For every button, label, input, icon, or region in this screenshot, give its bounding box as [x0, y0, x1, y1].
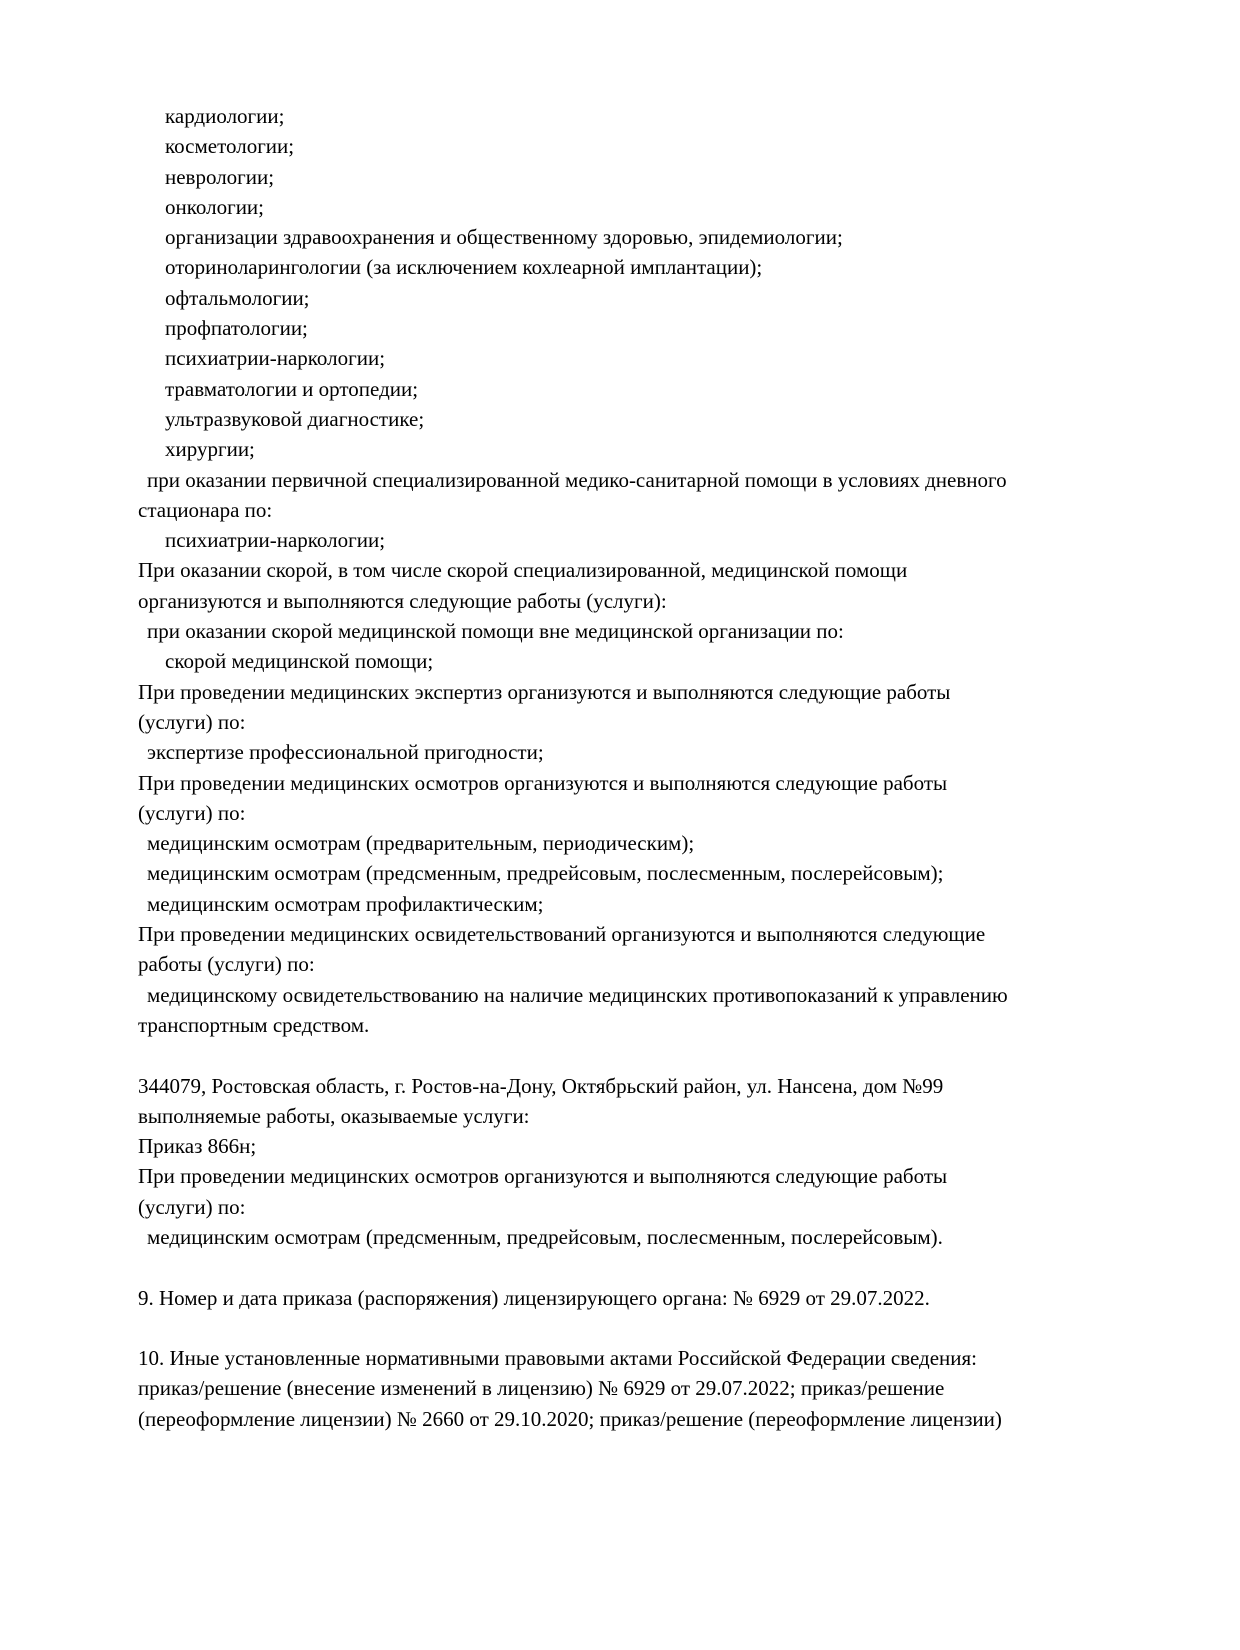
- text-line: психиатрии-наркологии;: [165, 346, 386, 371]
- text-line: выполняемые работы, оказываемые услуги:: [138, 1103, 530, 1128]
- text-line: профпатологии;: [165, 316, 308, 341]
- text-line: неврологии;: [165, 164, 275, 189]
- text-line: скорой медицинской помощи;: [165, 649, 434, 674]
- text-line: организуются и выполняются следующие работы (услуги):: [138, 588, 667, 613]
- text-line: онкологии;: [165, 194, 265, 219]
- text-line: транспортным средством.: [138, 1012, 370, 1037]
- text-line: При проведении медицинских экспертиз организуются и выполняются следующие работы: [138, 679, 951, 704]
- text-line: травматологии и ортопедии;: [165, 376, 419, 401]
- text-line: стационара по:: [138, 497, 273, 522]
- blank-line: [138, 1040, 1140, 1070]
- blank-line: [138, 1252, 1140, 1282]
- text-line: медицинскому освидетельствованию на наличие медицинских противопоказаний к управлению: [147, 982, 1008, 1007]
- text-line: При оказании скорой, в том числе скорой специализированной, медицинской помощи: [138, 558, 908, 583]
- text-line: офтальмологии;: [165, 285, 310, 310]
- text-line: косметологии;: [165, 134, 295, 159]
- text-line: медицинским осмотрам профилактическим;: [147, 891, 544, 916]
- text-line: (услуги) по:: [138, 709, 246, 734]
- text-line: Приказ 866н;: [138, 1134, 257, 1159]
- text-line: медицинским осмотрам (предсменным, предрейсовым, послесменным, послерейсовым).: [147, 1224, 943, 1249]
- text-line: кардиологии;: [165, 104, 285, 128]
- text-line: приказ/решение (внесение изменений в лицензию) № 6929 от 29.07.2022; приказ/решение: [138, 1376, 945, 1401]
- blank-line: [138, 1313, 1140, 1343]
- text-line: хирургии;: [165, 437, 255, 462]
- text-line: при оказании скорой медицинской помощи вне медицинской организации по:: [147, 619, 844, 644]
- text-line: 9. Номер и дата приказа (распоряжения) лицензирующего органа: № 6929 от 29.07.2022.: [138, 1285, 930, 1310]
- text-line: работы (услуги) по:: [138, 952, 315, 977]
- text-line: психиатрии-наркологии;: [165, 528, 386, 553]
- text-line: При проведении медицинских осмотров организуются и выполняются следующие работы: [138, 770, 948, 795]
- text-line: экспертизе профессиональной пригодности;: [147, 740, 544, 765]
- text-line: (переоформление лицензии) № 2660 от 29.10.2020; приказ/решение (переоформление лицензии): [138, 1406, 1002, 1431]
- text-line: оториноларингологии (за исключением кохлеарной имплантации);: [165, 255, 763, 280]
- text-line: организации здравоохранения и общественному здоровью, эпидемиологии;: [165, 225, 843, 250]
- text-line: (услуги) по:: [138, 800, 246, 825]
- text-line: медицинским осмотрам (предварительным, периодическим);: [147, 831, 695, 856]
- text-line: При проведении медицинских освидетельствований организуются и выполняются следующие: [138, 922, 986, 947]
- text-line: медицинским осмотрам (предсменным, предрейсовым, послесменным, послерейсовым);: [147, 861, 944, 886]
- text-line: 10. Иные установленные нормативными правовыми актами Российской Федерации сведения:: [138, 1346, 978, 1371]
- text-line: при оказании первичной специализированной медико-санитарной помощи в условиях дневного: [147, 467, 1007, 492]
- text-line: 344079, Ростовская область, г. Ростов-на-Дону, Октябрьский район, ул. Нансена, дом №99: [138, 1073, 944, 1098]
- text-line: (услуги) по:: [138, 1194, 246, 1219]
- text-line: При проведении медицинских осмотров организуются и выполняются следующие работы: [138, 1164, 948, 1189]
- text-line: ультразвуковой диагностике;: [165, 406, 425, 431]
